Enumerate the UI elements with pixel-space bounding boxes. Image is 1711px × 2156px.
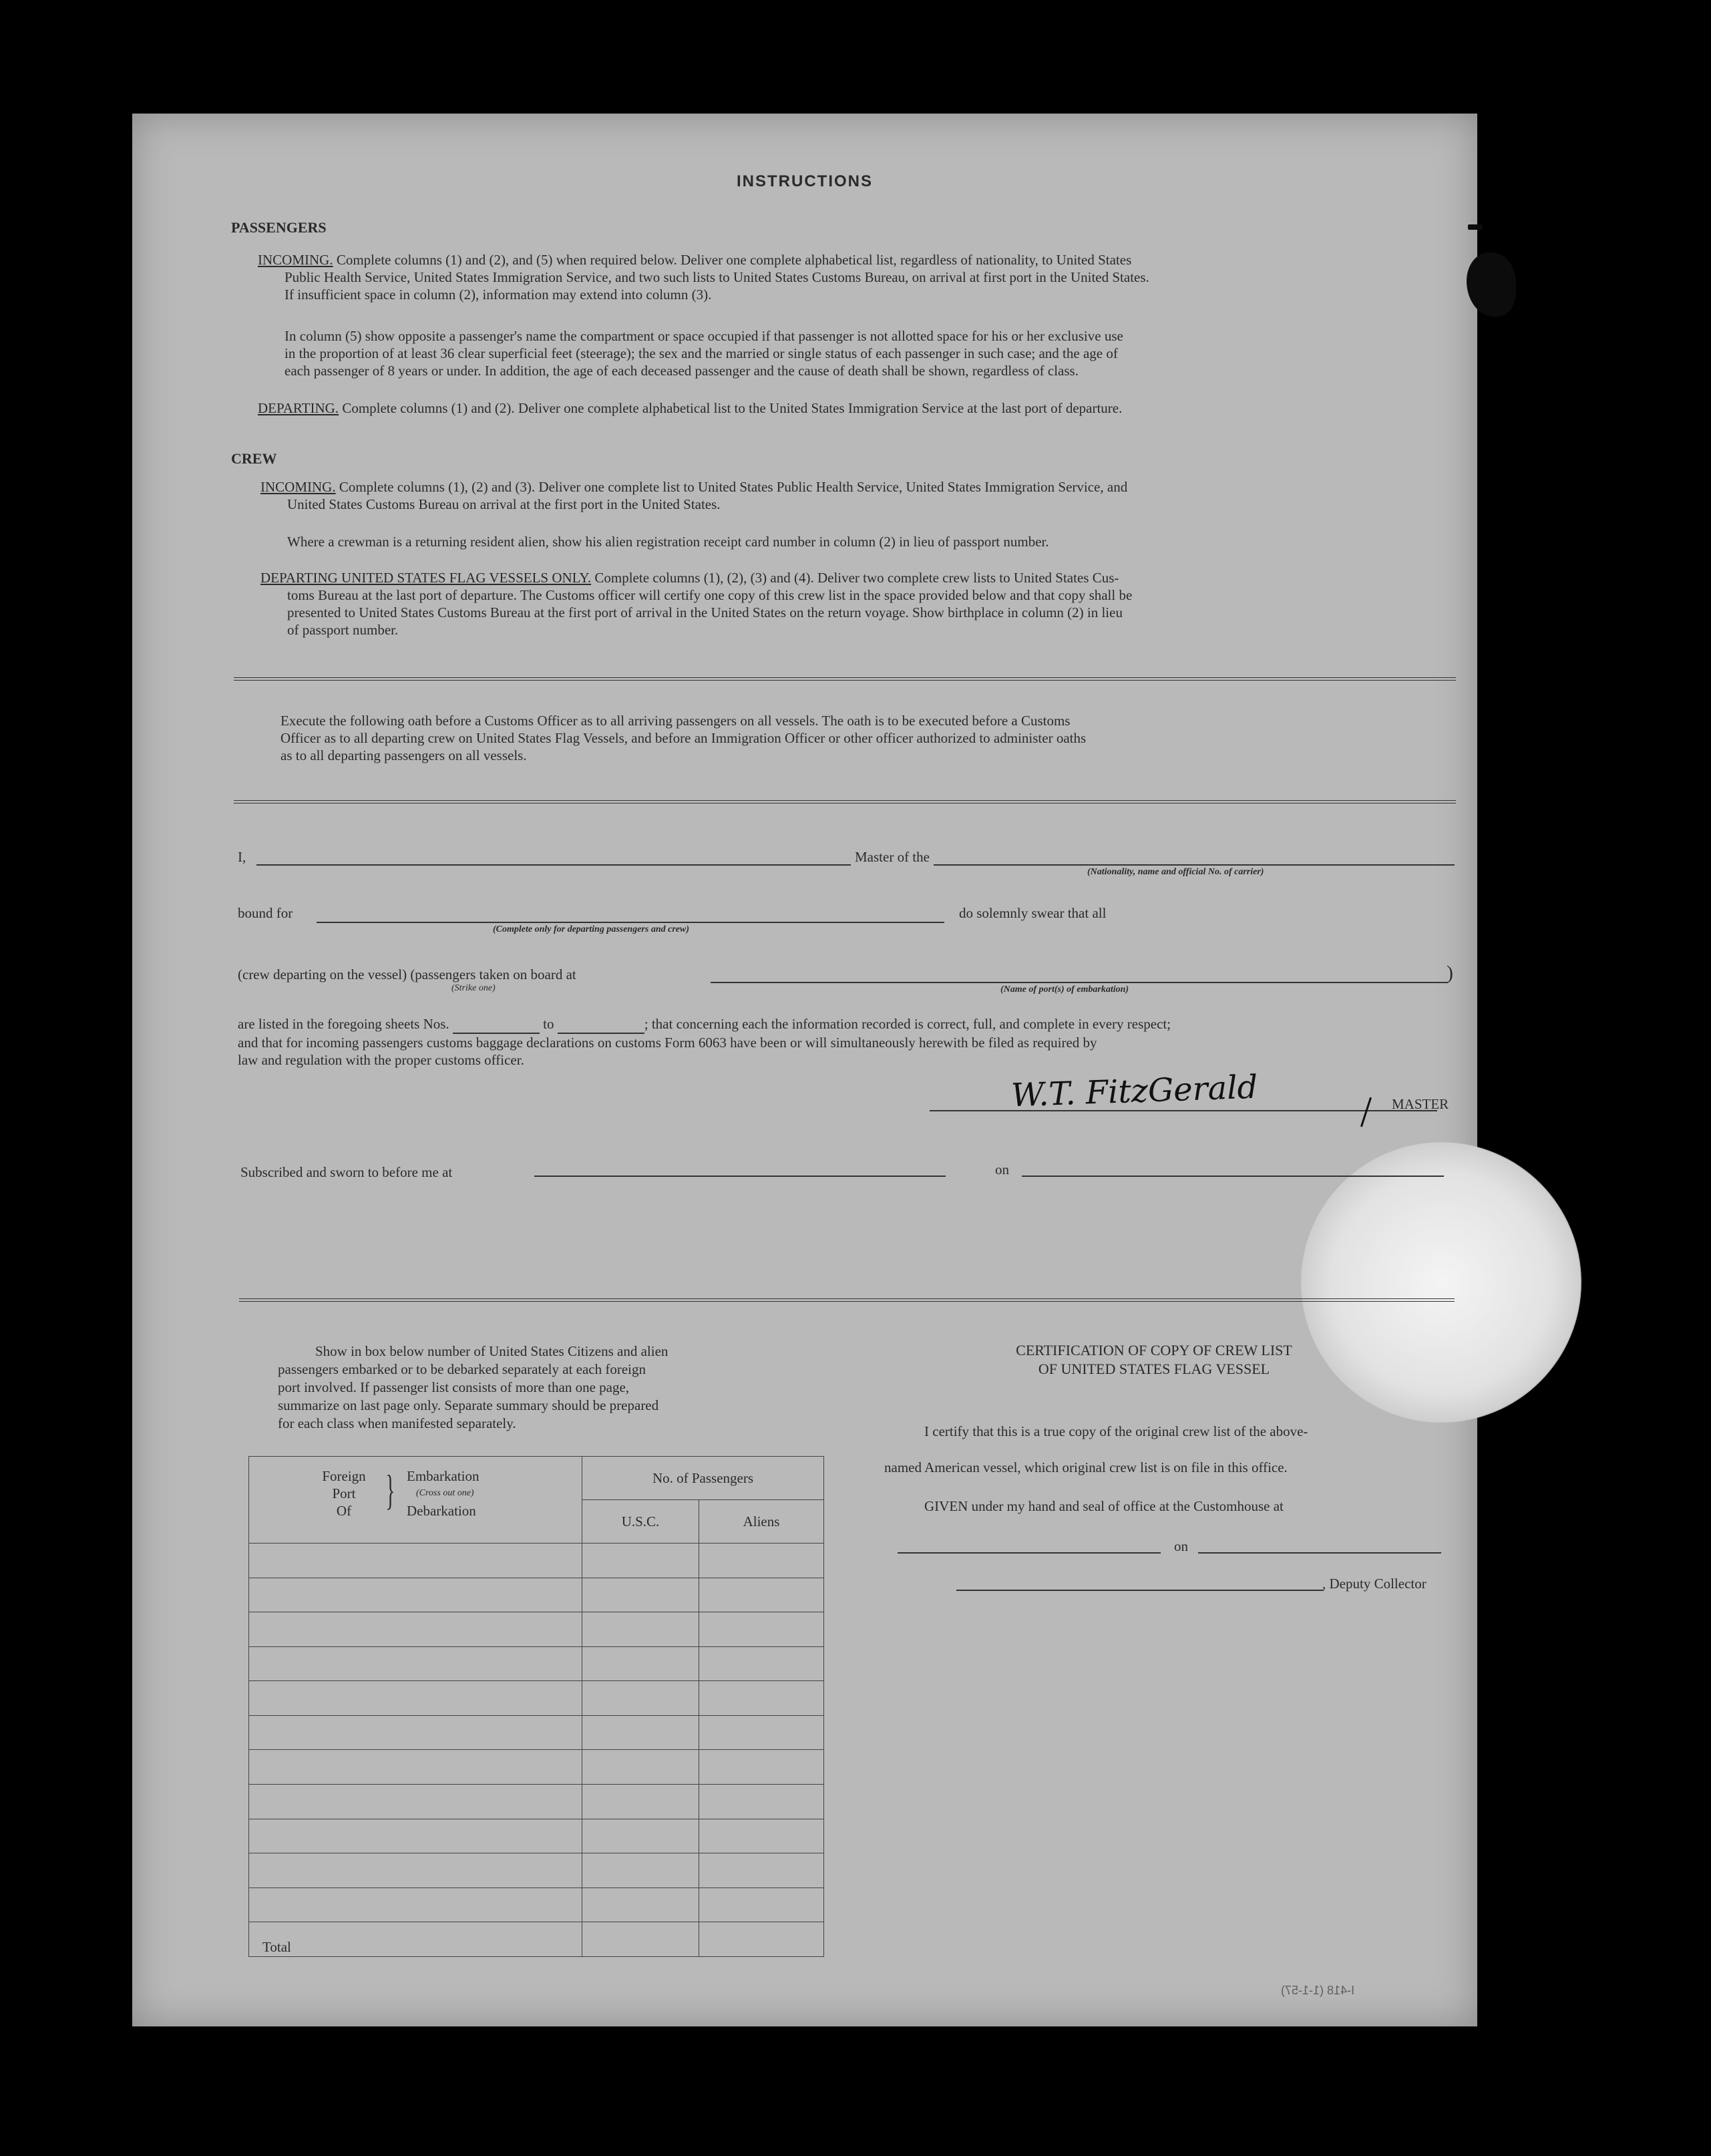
usc-cell[interactable] (582, 1681, 699, 1716)
column5-line-1: In column (5) show opposite a passenger's name the compartment or space occupied if that passenger is not allotted space for his or her exclusive use (284, 328, 1123, 344)
column5-line-3: each passenger of 8 years or under. In addition, the age of each deceased passenger and the cause of death shall be shown, regardless of class. (284, 363, 1079, 379)
summary-line-1: Show in box below number of United States Citizens and alien (315, 1343, 669, 1359)
port-cell[interactable] (249, 1785, 582, 1819)
deputy-signature-field[interactable] (956, 1590, 1324, 1591)
usc-total-cell[interactable] (582, 1922, 699, 1957)
crew-departing-label: DEPARTING UNITED STATES FLAG VESSELS ONLY. (260, 570, 592, 586)
usc-cell[interactable] (582, 1544, 699, 1578)
summary-instructions (278, 1342, 785, 1433)
summary-line-2: passengers embarked or to be debarked separately at each foreign (278, 1361, 646, 1377)
divider (234, 677, 1456, 681)
usc-cell[interactable] (582, 1578, 699, 1612)
bound-caption: (Complete only for departing passengers and crew) (493, 924, 689, 934)
passenger-summary-table (248, 1456, 824, 1957)
sworn-date-field[interactable] (1022, 1176, 1444, 1177)
usc-header: U.S.C. (582, 1500, 699, 1544)
carrier-caption: (Nationality, name and official No. of carrier) (1087, 867, 1264, 877)
port-cell[interactable] (249, 1646, 582, 1681)
certify-date-field[interactable] (1198, 1552, 1441, 1554)
certify-line-1: I certify that this is a true copy of the original crew list of the above- (924, 1423, 1308, 1439)
port-cell[interactable] (249, 1578, 582, 1612)
crew-departing-line-4: of passport number. (287, 622, 399, 638)
bracket-mark: } (385, 1466, 395, 1513)
port-header-cell (249, 1457, 582, 1544)
crew-incoming-label: INCOMING. (260, 479, 336, 495)
port-cell[interactable] (249, 1750, 582, 1785)
embarkation-label: Embarkation (407, 1468, 480, 1484)
certify-line-2: named American vessel, which original crew list is on file in this office. (884, 1459, 1288, 1475)
aliens-total-cell[interactable] (699, 1922, 824, 1957)
incoming-label: INCOMING. (258, 252, 333, 268)
cross-out-caption: (Cross out one) (416, 1488, 474, 1498)
page-title: INSTRUCTIONS (737, 172, 873, 190)
crew-incoming-line-2: United States Customs Bureau on arrival at the first port in the United States. (287, 496, 721, 512)
usc-cell[interactable] (582, 1785, 699, 1819)
total-label: Total (249, 1922, 582, 1957)
carrier-field[interactable] (954, 864, 1455, 866)
embark-debark-label (407, 1467, 479, 1519)
summary-line-3: port involved. If passenger list consists of more than one page, (278, 1379, 630, 1395)
usc-cell[interactable] (582, 1750, 699, 1785)
law-line: law and regulation with the proper customs officer. (238, 1052, 524, 1068)
departing-text: Complete columns (1) and (2). Deliver one complete alphabetical list to the United States Immigration Service at the last port of departure. (342, 400, 1123, 416)
crew-incoming-block (260, 478, 1447, 513)
certification-title (853, 1341, 1455, 1379)
master-of-label: Master of the (851, 848, 934, 866)
port-cell[interactable] (249, 1612, 582, 1647)
master-label: MASTER (1392, 1096, 1449, 1112)
sheet-from-field[interactable] (453, 1015, 540, 1034)
port-label: Port (332, 1485, 356, 1501)
foreign-label: Foreign (322, 1468, 366, 1484)
aliens-cell[interactable] (699, 1750, 824, 1785)
certify-on-label: on (1174, 1538, 1188, 1554)
crew-incoming-line-1: Complete columns (1), (2) and (3). Deliver one complete list to United States Public Health Service, United States Immigration Service, and (339, 479, 1128, 495)
master-signature: W.T. FitzGerald (1010, 1068, 1259, 1115)
summary-line-5: for each class when manifested separately. (278, 1415, 516, 1431)
master-signature-line (930, 1110, 1437, 1111)
i-label: I, (238, 849, 246, 865)
aliens-cell[interactable] (699, 1853, 824, 1888)
passengers-incoming-block (258, 251, 1447, 303)
ink-spot (1468, 224, 1483, 230)
crew-departing-text: (crew departing on the vessel) (passengers taken on board at (238, 966, 576, 982)
no-of-passengers-header: No. of Passengers (582, 1457, 824, 1500)
certification-title-2: OF UNITED STATES FLAG VESSEL (1038, 1361, 1270, 1377)
port-cell[interactable] (249, 1888, 582, 1922)
aliens-cell[interactable] (699, 1715, 824, 1750)
sheet-to-field[interactable] (558, 1015, 644, 1034)
sworn-place-field[interactable] (534, 1176, 946, 1177)
bound-for-label: bound for (238, 905, 293, 921)
listed-text-a: are listed in the foregoing sheets Nos. (238, 1016, 449, 1032)
crew-returning-text: Where a crewman is a returning resident alien, show his alien registration receipt card number in column (2) in lieu of passport number. (287, 534, 1049, 550)
usc-cell[interactable] (582, 1853, 699, 1888)
usc-cell[interactable] (582, 1646, 699, 1681)
incoming-line-3: If insufficient space in column (2), information may extend into column (3). (284, 287, 712, 303)
divider (234, 800, 1456, 803)
deputy-collector-label: , Deputy Collector (1322, 1576, 1427, 1592)
usc-cell[interactable] (582, 1715, 699, 1750)
embossed-seal (1301, 1142, 1581, 1423)
usc-cell[interactable] (582, 1819, 699, 1853)
column5-block (284, 327, 1447, 379)
bound-for-field[interactable] (317, 922, 944, 923)
certify-line-3: GIVEN under my hand and seal of office at the Customhouse at (924, 1498, 1284, 1514)
crew-departing-line-3: presented to United States Customs Bureau at the first port of arrival in the United States on the return voyage. Show birthplace in column (2) in lieu (287, 604, 1123, 620)
subscribed-label: Subscribed and sworn to before me at (240, 1164, 453, 1180)
port-cell[interactable] (249, 1715, 582, 1750)
listed-text-b: ; that concerning each the information recorded is correct, full, and complete in every respect; (644, 1016, 1171, 1032)
usc-cell[interactable] (582, 1612, 699, 1647)
foreign-port-of-label (311, 1467, 377, 1519)
strike-one-caption: (Strike one) (451, 983, 496, 993)
aliens-cell[interactable] (699, 1819, 824, 1853)
section-heading-passengers: PASSENGERS (231, 219, 327, 236)
certification-title-1: CERTIFICATION OF COPY OF CREW LIST (1016, 1342, 1292, 1359)
crew-departing-line-1: Complete columns (1), (2), (3) and (4). Deliver two complete crew lists to United States Cus- (594, 570, 1119, 586)
summary-line-4: summarize on last page only. Separate summary should be prepared (278, 1397, 659, 1413)
port-cell[interactable] (249, 1681, 582, 1716)
column5-line-2: in the proportion of at least 36 clear superficial feet (steerage); the sex and the married or single status of each passenger in such case; and the age of (284, 345, 1118, 361)
usc-cell[interactable] (582, 1888, 699, 1922)
port-cell[interactable] (249, 1544, 582, 1578)
customhouse-field[interactable] (898, 1552, 1161, 1554)
aliens-header: Aliens (699, 1500, 824, 1544)
embarkation-caption: (Name of port(s) of embarkation) (1000, 984, 1129, 995)
form-number: I-418 (1-1-57) (1281, 1984, 1355, 1997)
port-cell[interactable] (249, 1853, 582, 1888)
aliens-cell[interactable] (699, 1578, 824, 1612)
aliens-cell[interactable] (699, 1681, 824, 1716)
crew-departing-line-2: toms Bureau at the last port of departure. The Customs officer will certify one copy of this crew list in the space provided below and that copy shall be (287, 587, 1133, 603)
form-page (132, 114, 1477, 2026)
incoming-line-2: Public Health Service, United States Immigration Service, and two such lists to United States Customs Bureau, on arrival at first port in the United States. (284, 269, 1149, 285)
sworn-on-label: on (995, 1161, 1009, 1178)
baggage-line: and that for incoming passengers customs baggage declarations on customs Form 6063 have been or will simultaneously herewith be filed as required by (238, 1035, 1097, 1051)
crew-departing-block (260, 569, 1447, 639)
aliens-cell[interactable] (699, 1888, 824, 1922)
port-cell[interactable] (249, 1819, 582, 1853)
aliens-cell[interactable] (699, 1544, 824, 1578)
ink-blot (1467, 252, 1516, 317)
divider (239, 1298, 1455, 1302)
of-label: Of (336, 1503, 352, 1519)
oath-intro-line-2: Officer as to all departing crew on United States Flag Vessels, and before an Immigration Officer or other officer authorized to administer oaths (280, 730, 1087, 746)
passengers-departing (258, 399, 1447, 417)
departing-label: DEPARTING. (258, 400, 339, 416)
swear-text: do solemnly swear that all (959, 905, 1107, 921)
pen-mark (1360, 1097, 1372, 1127)
certification-statement (238, 1015, 1447, 1069)
aliens-cell[interactable] (699, 1646, 824, 1681)
embarkation-field[interactable] (711, 982, 1448, 983)
aliens-cell[interactable] (699, 1612, 824, 1647)
oath-intro (280, 712, 1447, 764)
paren-mark: ) (1447, 962, 1453, 984)
oath-intro-line-1: Execute the following oath before a Customs Officer as to all arriving passengers on all vessels. The oath is to be executed before a Customs (280, 713, 1071, 729)
listed-to: to (543, 1016, 554, 1032)
section-heading-crew: CREW (231, 450, 277, 467)
debarkation-label: Debarkation (407, 1503, 476, 1519)
incoming-line-1: Complete columns (1) and (2), and (5) when required below. Deliver one complete alphabetical list, regardless of nationality, to United States (336, 252, 1132, 268)
oath-intro-line-3: as to all departing passengers on all vessels. (280, 747, 527, 763)
aliens-cell[interactable] (699, 1785, 824, 1819)
